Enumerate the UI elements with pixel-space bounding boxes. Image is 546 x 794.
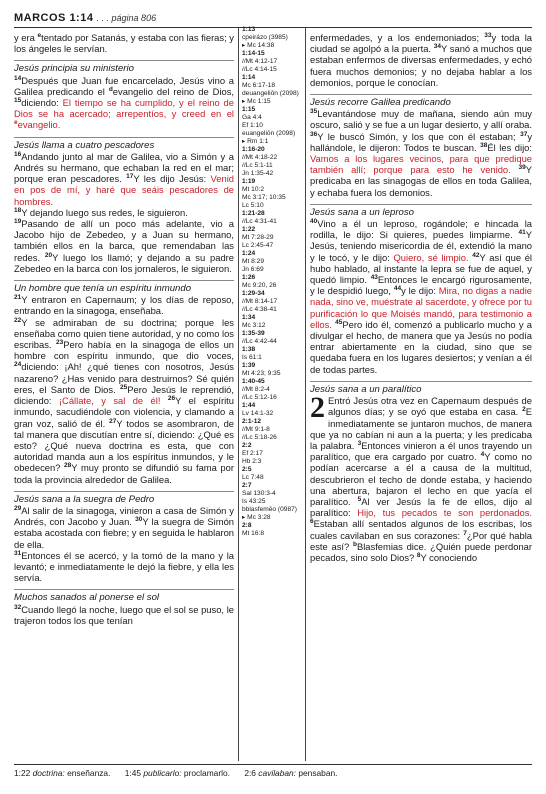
section-heading: Jesús sana a un leproso [310,204,532,218]
chapter-number: 2 [310,391,325,425]
section-heading: Jesús sana a un paralítico [310,381,532,395]
paragraph: $^{40}$Vino a él un leproso, rogándole; e hincada la rodilla, le dijo: Si quieres, puedes limpiarme. $^{41}$Y Jesús, teniendo misericordia de él, extendió la mano y le tocó, y le dijo: Quiero, sé limpio. $^{42}$Y así que él hubo hablado, al instante la lepra se fue de aquel, y quedó limpio. $^{43}$Entonces le encargó rigurosamente, y le despidió luego, $^{44}$y le dijo: Mira, no digas a nadie nada, sino ve, muéstrate al sacerdote, y ofrece por tu purificación lo que Moisés mandó, para testimonio a ellos. $^{45}$Pero ido él, comenzó a publicarlo mucho y a divulgar el hecho, de manera que ya Jesús no podía entrar abiertamente en la ciudad, sino que se quedaba fuera en los lugares desiertos; y venían a él de todas partes. [310,217,533,375]
paragraph: $^{35}$Levantándose muy de mañana, siendo aún muy oscuro, salió y se fue a un lugar desierto, y allí oraba. $^{36}$Y le buscó Simón, y los que con él estaban; $^{37}$y hallándole, le dijeron: Todos te buscan. $^{38}$Él les dijo: Vamos a los lugares vecinos, para que predique también allí; porque para esto he venido. $^{39}$Y predicaba en las sinagogas de ellos en toda Galilea, y echaba fuera los demonios. [310,108,532,198]
cross-reference: 1:44 [242,402,256,409]
cross-reference: //Lc 4:42-44 [242,338,277,345]
cross-reference: Mc 3:12 [242,322,266,329]
cross-reference: Hb 2:3 [242,458,262,465]
cross-reference: Ef 1:10 [242,122,263,129]
cross-reference: Lc 5:10 [242,202,264,209]
paragraph: enfermedades, y a los endemoniados; $^{33}$y toda la ciudad se agolpó a la puerta. $^{34}$Y sanó a muchos que estaban enfermos de diversas enfermedades, y echó fuera muchos demonios; y no dejaba hablar a los demonios, porque le conocían. [310,31,533,88]
cross-reference: Mt 7:28-29 [242,234,274,241]
cross-reference: 1:14 [242,74,256,81]
paragraph: $^{32}$Cuando llegó la noche, luego que el sol se puso, le trajeron todos los que tenían [14,603,234,626]
words-of-jesus: Hijo, tus pecados te son perdonados. [357,507,532,519]
cross-reference: 1:14-15 [242,50,265,57]
words-of-jesus: Mira, no digas a nadie nada, sino ve, muéstrate al sacerdote, y ofrece por tu purificación lo que Moisés mandó, para testimonio a ellos. [310,285,533,330]
verse-number: 15 [14,96,22,104]
verse-number: 14 [14,74,22,82]
page-label: . . . página 806 [96,13,157,23]
cross-reference: 1:24 [242,250,256,257]
cross-reference: //Mt 4:18-22 [242,154,278,161]
paragraph: $^{18}$Y dejando luego sus redes, le siguieron. [14,206,188,218]
words-of-jesus: Venid en pos de mí, y haré que seáis pescadores de hombres. [14,173,234,207]
cross-reference: Is 61:1 [242,354,262,361]
cross-reference: bblasfemēo (0987) [242,506,297,513]
cross-reference: Mt 8:29 [242,258,264,265]
cross-reference: 1:39 [242,362,256,369]
cross-reference: Mc 9:20, 26 [242,282,277,289]
cross-reference: 1:40-45 [242,378,265,385]
left-column [14,32,234,626]
column-divider-left [238,27,239,761]
words-of-jesus: El tiempo se ha cumplido, y el reino de Dios se ha acercado; arrepentíos, y creed en el [14,97,234,120]
cross-reference: 2:1-12 [242,418,262,425]
paragraph: $^{19}$Pasando de allí un poco más adelante, vio a Jacobo hijo de Zebedeo, y a Juan su hermano, también ellos en la barca, que remendaban las redes. $^{20}$Y luego los llamó; y dejando a su padre Zebedeo en la barca con los jornaleros, le siguieron. [14,217,234,274]
cross-reference: Mt 10:2 [242,186,264,193]
paragraph: 2 Entró Jesús otra vez en Capernaum después de algunos días; y se oyó que estaba en casa. $^2$E inmediatamente se juntaron muchos, de manera que ya no cabían ni aun a la puerta; y les predicaba la palabra. $^3$Entonces vinieron a él unos trayendo un paralítico, que era cargado por cuatro. $^4$Y como no podían acercarse a él a causa de la multitud, descubrieron el techo de donde estaba, y haciendo una abertura, bajaron el lecho en que yacía el paralítico. $^5$Al ver Jesús la fe de ellos, dijo al paralítico: Hijo, tus pecados te son perdonados. $^6$Estaban allí sentados algunos de los escribas, los cuales cavilaban en sus corazones: $^7$¿Por qué habla este así? $^b$Blasfemias dice. ¿Quién puede perdonar pecados, sino solo Dios? $^8$Y conociendo [310,391,533,563]
words-of-jesus: ¡Cállate, y sal de él! [58,395,161,407]
cross-reference: ▸ Mc 1:15 [242,98,271,105]
cross-reference: Sal 130:3-4 [242,490,276,497]
column-divider-right [305,27,306,761]
cross-reference: Mt 16:8 [242,530,264,537]
cross-reference: //Mt 8:2-4 [242,386,270,393]
cross-reference: Mc 3:17; 10:35 [242,194,286,201]
paragraph: y era $^e$tentado por Satanás, y estaba con las fieras; y los ángeles le servían. [14,31,234,55]
cross-reference: 1:38 [242,346,256,353]
page-header [14,12,156,24]
cross-reference: 1:29-34 [242,290,265,297]
cross-reference-column [242,26,302,538]
paragraph: $^{29}$Al salir de la sinagoga, vinieron a casa de Simón y Andrés, con Jacobo y Juan. $^{30}$Y la suegra de Simón estaba acostada con fiebre; y en seguida le hablaron de ella. [14,504,234,550]
cross-reference: deuangeliōn (2098) [242,90,299,97]
words-of-jesus: Quiero, sé limpio. [393,251,469,263]
footnotes [14,768,349,778]
cross-reference: //Mt 4:12-17 [242,58,278,65]
right-column [310,32,532,563]
cross-reference: //Lc 5:1-11 [242,162,273,169]
cross-reference: 1:13 [242,26,256,33]
cross-reference: cpeirázo (3985) [242,34,288,41]
section-heading: Jesús llama a cuatro pescadores [14,137,234,151]
cross-reference: 2:2 [242,442,252,449]
cross-reference: 2:5 [242,466,252,473]
cross-reference: //Lc 5:12-16 [242,394,277,401]
footnote: 1:22 doctrina: enseñanza. [14,768,111,778]
cross-reference: 1:15 [242,106,256,113]
cross-reference: 1:19 [242,178,256,185]
cross-reference: 1:26 [242,274,256,281]
section-heading: Muchos sanados al ponerse el sol [14,589,234,603]
footnote: 1:45 publicarlo: proclamarlo. [124,768,230,778]
footer-rule [14,764,532,765]
words-of-jesus: Vamos a los lugares vecinos, para que predique también allí; porque para esto he venido. [310,153,532,176]
cross-reference: //Lc 4:38-41 [242,306,277,313]
cross-reference: euangeliōn (2098) [242,130,296,137]
section-heading: Jesús principia su ministerio [14,60,234,74]
cross-reference: ▸ Mc 3:28 [242,514,271,521]
cross-reference: 1:34 [242,314,256,321]
cross-reference: Lc 7:48 [242,474,264,481]
cross-reference: Lv 14:1-32 [242,410,274,417]
cross-reference: //Mt 9:1-8 [242,426,270,433]
cross-reference: Is 43:25 [242,498,266,505]
section-heading: Jesús recorre Galilea predicando [310,94,532,108]
cross-reference: 2:7 [242,482,252,489]
section-heading: Jesús sana a la suegra de Pedro [14,491,234,505]
paragraph: $^{16}$Andando junto al mar de Galilea, vio a Simón y a Andrés su hermano, que echaban la red en el mar; porque eran pescadores. $^{17}$Y les dijo Jesús: Venid en pos de mí, y haré que seáis pescadores de hombres. [14,150,234,207]
footnote: 2:6 cavilaban: pensaban. [244,768,338,778]
cross-reference: Mt 4:23; 9:35 [242,370,281,377]
cross-reference: //Lc 5:18-26 [242,434,277,441]
cross-reference: //Mt 8:14-17 [242,298,278,305]
cross-reference: ▸ Mc 14:38 [242,42,275,49]
cross-reference: //Lc 4:14-15 [242,66,277,73]
book-reference: MARCOS 1:14 [14,12,94,24]
paragraph: $^{21}$Y entraron en Capernaum; y los días de reposo, entrando en la sinagoga, enseñaba. [14,294,234,317]
cross-reference: 2:8 [242,522,252,529]
cross-reference: Jn 6:69 [242,266,264,273]
paragraph: $^{14}$Después que Juan fue encarcelado, Jesús vino a Galilea predicando el $^d$evangelio del reino de Dios, $^{15}$diciendo: El tiempo se ha cumplido, y el reino de Dios se ha acercado; arrepentíos, y creed en el $^e$evangelio. [14,74,234,131]
cross-reference: Jn 1:35-42 [242,170,274,177]
cross-reference: 1:21-28 [242,210,265,217]
section-heading: Un hombre que tenía un espíritu inmundo [14,280,234,294]
cross-reference: Ga 4:4 [242,114,262,121]
cross-reference: Mc 6:17-18 [242,82,275,89]
paragraph: $^{31}$Entonces él se acercó, y la tomó de la mano y la levantó; e inmediatamente le dejó la fiebre, y ella les servía. [14,549,234,584]
cross-reference: ▸ Rm 1:1 [242,138,269,145]
cross-reference: Lc 2:45-47 [242,242,274,249]
cross-reference: //Lc 4:31-41 [242,218,277,225]
cross-reference: 1:22 [242,226,256,233]
cross-reference: 1:35-39 [242,330,265,337]
paragraph: $^{22}$Y se admiraban de su doctrina; porque les enseñaba como quien tiene autoridad, y no como los escribas. $^{23}$Pero había en la sinagoga de ellos un hombre con espíritu inmundo, que dio voces, $^{24}$diciendo: ¡Ah! ¿qué tienes con nosotros, Jesús nazareno? ¿Has venido para destruirnos? Sé quién eres, el Santo de Dios. $^{25}$Pero Jesús le reprendió, diciendo: ¡Cállate, y sal de él! $^{26}$Y el espíritu inmundo, sacudiéndole con violencia, y clamando a gran voz, salió de él. $^{27}$Y todos se asombraron, de tal manera que discutían entre sí, diciendo: ¿Qué es esto? ¿Qué nueva doctrina es esta, que con autoridad manda aun a los espíritus inmundos, y le obedecen? $^{28}$Y muy pronto se difundió su fama por toda la provincia alrededor de Galilea. [14,316,235,485]
cross-reference: 1:16-20 [242,146,265,153]
cross-reference: Ef 2:17 [242,450,263,457]
